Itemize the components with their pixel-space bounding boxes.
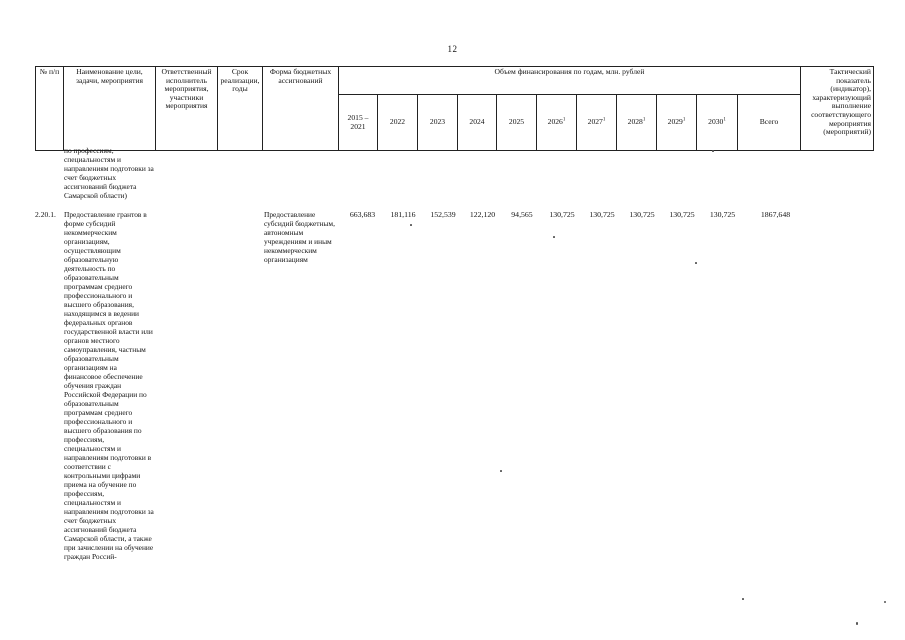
- row-value: 663,683: [349, 210, 376, 219]
- row-name: Предоставление грантов в форме субсидий некоммерческим организациям, осуществляющим образовательную деятельность по образовательным программам среднего профессионального и высшего образования, находящимся в ведении федеральных органов государственной власти или органов местного самоуправления, частным образовательным организациям на финансовое обеспечение обучения граждан Российской Федерации по образовательным программам среднего профессионального и высшего образования по профессиям, специальностям и направлениям подготовки в соответствии с контрольными цифрами приема на обучение по профессиям, специальностям и направлениям подготовки за счет бюджетных ассигнований бюджета Самарской области, а также при зачислении на обучение граждан Россий-: [64, 210, 154, 561]
- header-year: 2022: [378, 95, 418, 151]
- scan-speck: [712, 150, 714, 152]
- header-year: 2023: [418, 95, 458, 151]
- footnote-mark: 1: [723, 117, 726, 123]
- header-executor: Ответственный исполнитель мероприятия, участники мероприятия: [156, 67, 218, 151]
- continued-row-name: по профессиям, специальностям и направлениям подготовки за счет бюджетных ассигнований бюджета Самарской области): [64, 146, 154, 200]
- row-value: 122,120: [469, 210, 496, 219]
- page-number: 12: [447, 44, 458, 54]
- header-num: № п/п: [36, 67, 64, 151]
- scan-speck: [553, 236, 555, 238]
- row-value: 94,565: [511, 210, 533, 219]
- header-tactical: Тактический показатель (индикатор), характеризующий выполнение соответствующего мероприятия (мероприятий): [801, 67, 874, 151]
- footnote-mark: 1: [562, 117, 566, 123]
- header-name: Наименование цели, задачи, мероприятия: [64, 67, 156, 151]
- row-value: 130,725: [629, 210, 655, 219]
- header-year: 2025: [497, 95, 537, 151]
- row-value: 130,725: [589, 210, 615, 219]
- scan-speck: [500, 470, 502, 472]
- scan-speck: [410, 224, 412, 226]
- header-year: 2024: [458, 95, 497, 151]
- row-form: Предоставление субсидий бюджетным, автономным учреждениям и иным некоммерческим организациям: [264, 210, 335, 264]
- header-total: Всего: [738, 95, 801, 151]
- row-value: 130,725: [549, 210, 575, 219]
- row-number: 2.20.1.: [35, 210, 56, 219]
- row-value: 152,539: [430, 210, 456, 219]
- header-year: 2028$^1$: [617, 95, 657, 151]
- scan-speck: [884, 601, 886, 603]
- header-year: 2029$^1$: [657, 95, 697, 151]
- header-year: 2015 – 2021: [339, 95, 378, 151]
- row-total: 1867,648: [760, 210, 791, 219]
- row-value: 130,725: [669, 210, 695, 219]
- header-year: 2027$^1$: [577, 95, 617, 151]
- scan-speck: [856, 622, 858, 625]
- table-header: [35, 66, 874, 151]
- footnote-mark: 1: [682, 117, 686, 123]
- header-form: Форма бюджетных ассигнований: [263, 67, 339, 151]
- header-financing: Объем финансирования по годам, млн. рублей: [339, 67, 801, 95]
- header-year: 2026$^1$: [537, 95, 577, 151]
- header-term: Срок реализации, годы: [218, 67, 263, 151]
- row-value: 130,725: [709, 210, 736, 219]
- footnote-mark: 1: [642, 117, 646, 123]
- header-year: 2030$^1$: [697, 95, 738, 151]
- footnote-mark: 1: [602, 117, 606, 123]
- row-value: 181,116: [390, 210, 416, 219]
- scan-speck: [695, 262, 697, 264]
- scan-speck: [742, 598, 744, 600]
